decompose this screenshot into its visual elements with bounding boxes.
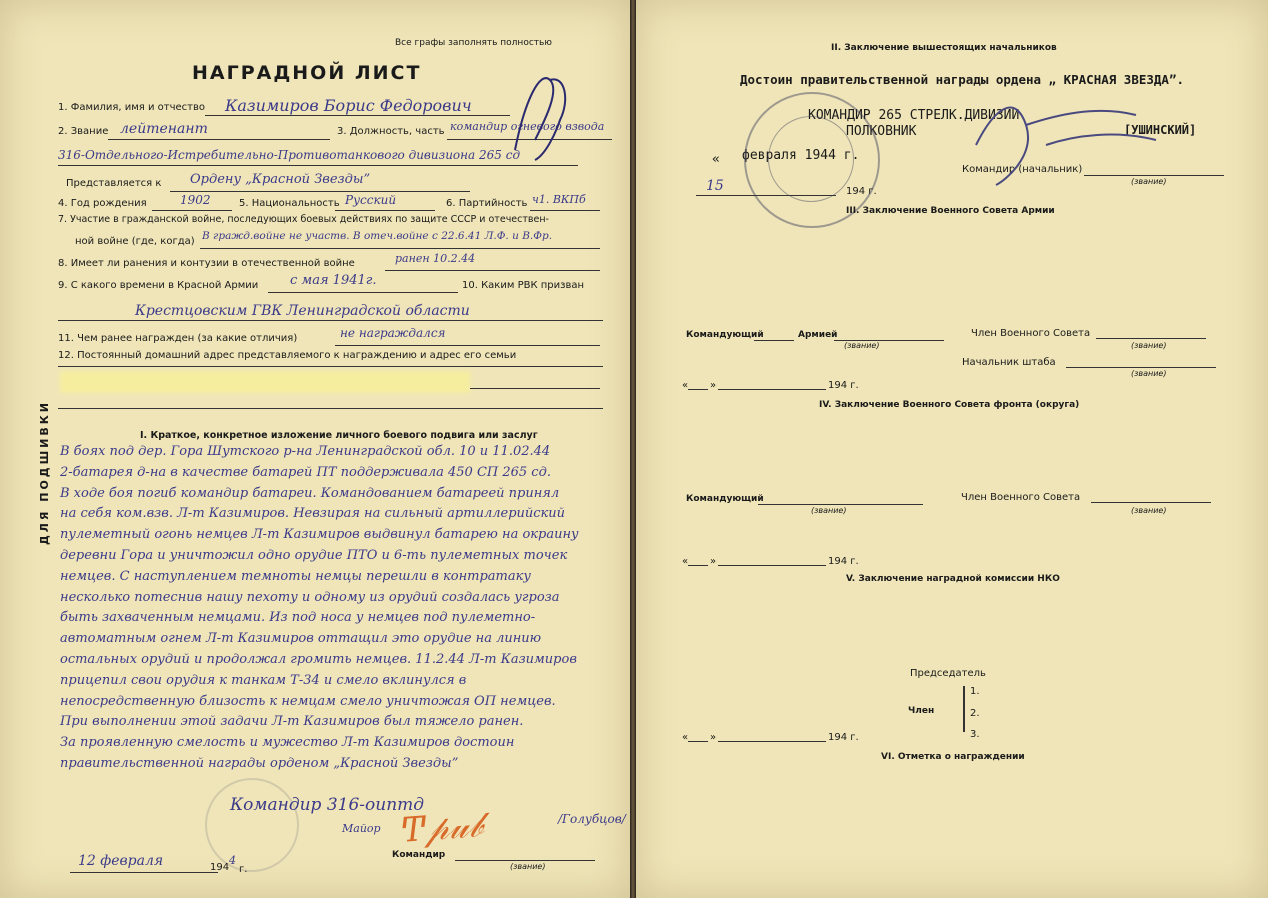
- year-field: 194 г.: [846, 186, 877, 197]
- field-7-label-1: 7. Участие в гражданской войне, последующих боевых действиях по защите СССР и отечествен-: [58, 214, 549, 225]
- side-binding-label: ДЛЯ ПОДШИВКИ: [38, 400, 51, 545]
- field-5-value: Русский: [345, 193, 397, 207]
- narrative-line: непосредственную близость к немцам смело уничтожая ОП немцев.: [60, 693, 556, 709]
- section-5-title: V. Заключение наградной комиссии НКО: [846, 574, 1060, 584]
- army-label: Армией: [798, 330, 838, 340]
- field-10-label: 10. Каким РВК призван: [462, 280, 585, 291]
- field-7-label-2: ной войне (где, когда): [75, 236, 195, 247]
- field-3-value: командир огневого взвода: [450, 120, 605, 133]
- narrative-line: При выполнении этой задачи Л-т Казимиров был тяжело ранен.: [60, 714, 524, 730]
- blue-signature: [505, 60, 575, 170]
- field-11-label: 11. Чем ранее награжден (за какие отличия): [58, 333, 298, 344]
- typed-date: февраля 1944 г.: [742, 148, 860, 163]
- commander-signature-text: Командир 316-оиптд: [230, 795, 425, 815]
- presented-label: Представляется к: [66, 178, 162, 189]
- redacted-address: [60, 371, 470, 393]
- section-1-title: I. Краткое, конкретное изложение личного боевого подвига или заслуг: [140, 430, 538, 441]
- army-commander-label: Командующий: [686, 330, 764, 340]
- narrative-line: прицепил свои орудия к танкам Т-34 и смело вклинулся в: [60, 672, 467, 688]
- date-handwritten-day: 15: [706, 178, 724, 194]
- section-4-title: IV. Заключение Военного Совета фронта (округа): [819, 400, 1080, 410]
- field-9-label: 9. С какого времени в Красной Армии: [58, 280, 259, 291]
- year-g: г.: [239, 864, 248, 875]
- narrative-line: немцев. С наступлением темноты немцы перешли в контратаку: [60, 568, 531, 584]
- field-6-label: 6. Партийность: [446, 198, 528, 209]
- narrative-line: правительственной награды орденом „Красной Звезды”: [60, 756, 459, 771]
- narrative-line: быть захваченным немцами. Из под носа у немцев под пулеметно-: [60, 610, 536, 626]
- narrative-line: деревни Гора и уничтожил одно орудие ПТО и 6-ть пулеметных точек: [60, 548, 568, 563]
- narrative-line: остальных орудий и продолжал громить немцев. 11.2.44 Л-т Казимиров: [60, 652, 577, 667]
- commander-name: [УШИНСКИЙ]: [1124, 123, 1197, 137]
- field-8-value: ранен 10.2.44: [395, 252, 476, 265]
- division-commander-line: КОМАНДИР 265 СТРЕЛК.ДИВИЗИИ: [808, 108, 1020, 123]
- field-2-value: лейтенант: [120, 121, 208, 137]
- narrative-line: 2-батарея д-на в качестве батарей ПТ поддерживала 450 СП 265 сд.: [60, 464, 551, 480]
- field-8-label: 8. Имеет ли ранения и контузии в отечественной войне: [58, 258, 355, 269]
- narrative-line: В ходе боя погиб командир батареи. Командованием батареей принял: [60, 485, 560, 501]
- date-value: 12 февраля: [78, 853, 164, 869]
- rank-colonel: ПОЛКОВНИК: [846, 124, 917, 139]
- section-3-title: III. Заключение Военного Совета Армии: [846, 206, 1055, 216]
- field-3-value-cont: 316-Отдельного-Истребительно-Противотанкового дивизиона 265 сд: [58, 148, 521, 162]
- presented-value: Ордену „Красной Звезды”: [190, 172, 371, 187]
- left-page: [0, 0, 630, 898]
- year-handwritten: 4: [229, 854, 236, 867]
- field-2-label: 2. Звание: [58, 126, 109, 137]
- narrative-line: За проявленную смелость и мужество Л-т Казимиров достоин: [60, 735, 515, 751]
- council-member-label: Член Военного Совета: [971, 328, 1091, 339]
- faded-stamp: [205, 778, 299, 872]
- narrative-line: пулеметный огонь немцев Л-т Казимиров выдвинул батарею на окраину: [60, 527, 579, 543]
- field-4-label: 4. Год рождения: [58, 198, 147, 209]
- section-6-title: VI. Отметка о награждении: [881, 752, 1025, 762]
- narrative-line: автоматным огнем Л-т Казимиров оттащил это орудие на линию: [60, 631, 542, 647]
- chairman-label: Председатель: [910, 668, 986, 679]
- narrative-line: несколько потеснив нашу пехоту и одному из орудий создалась угроза: [60, 589, 560, 605]
- field-12-label: 12. Постоянный домашний адрес представляемого к награждению и адрес его семьи: [58, 350, 517, 361]
- narrative-line: на себя ком.взв. Л-т Казимиров. Невзирая на сильный артиллерийский: [60, 506, 566, 522]
- field-1-value: Казимиров Борис Федорович: [225, 96, 472, 115]
- field-6-value: ч1. ВКПб: [532, 193, 586, 206]
- colonel-signature: [956, 85, 1166, 195]
- front-member-label: Член Военного Совета: [961, 492, 1081, 503]
- field-4-value: 1902: [180, 193, 211, 207]
- narrative-line: В боях под дер. Гора Шутского р-на Ленинградской обл. 10 и 11.02.44: [60, 444, 551, 459]
- right-page: II. Заключение вышестоящих начальников Достоин правительственной награды ордена „ КРАСНАЯ ЗВЕЗДА”. КОМАНДИР 265 СТРЕЛК.ДИВИЗИИ ПОЛКОВНИК [УШИНСКИЙ] « февраля 1944 г. Командир (начальник) (звание) 15 194 г. III. Заключение Военного Совета Армии Командующий Армией (звание) Член Военного Совета (звание) Начальник штаба (звание) « » 194 г. IV. Заключение Военного Совета фронта (округа) Командующий (звание) Член Военного Совета (звание) « » 194 г. V. Заключение наградной комиссии НКО Председатель 1. Член 2. 3. « » 194 г. VI. Отметка о награждении: [636, 0, 1268, 898]
- commander-chief-label: Командир (начальник): [962, 164, 1083, 175]
- field-3-label: 3. Должность, часть: [337, 126, 445, 137]
- top-note: Все графы заполнять полностью: [395, 38, 552, 48]
- field-1-label: 1. Фамилия, имя и отчество: [58, 102, 206, 113]
- chief-staff-label: Начальник штаба: [962, 357, 1056, 368]
- section-2-conclusion: Достоин правительственной награды ордена „ КРАСНАЯ ЗВЕЗДА”.: [740, 72, 1185, 87]
- rank-caption-2: (звание): [1131, 177, 1167, 186]
- rank-caption: (звание): [510, 862, 546, 871]
- section-2-title: II. Заключение вышестоящих начальников: [831, 43, 1057, 53]
- commander-label: Командир: [392, 850, 446, 860]
- member-label: Член: [908, 706, 935, 716]
- field-9-value: с мая 1941г.: [290, 273, 377, 288]
- red-signature: Ͳ𝓅𝓊𝒷: [400, 805, 484, 851]
- major-name: /Голубцов/: [558, 812, 626, 826]
- field-5-label: 5. Национальность: [239, 198, 340, 209]
- field-10-value: Крестцовским ГВК Ленинградской области: [135, 303, 470, 319]
- front-commander-label: Командующий: [686, 494, 764, 504]
- major-rank: Майор: [342, 822, 381, 835]
- field-11-value: не награждался: [340, 326, 446, 340]
- year-prefix: 194: [210, 862, 230, 873]
- field-7-value: В гражд.войне не участв. В отеч.войне с 22.6.41 Л.Ф. и В.Фр.: [202, 230, 553, 242]
- document-title: НАГРАДНОЙ ЛИСТ: [192, 62, 422, 84]
